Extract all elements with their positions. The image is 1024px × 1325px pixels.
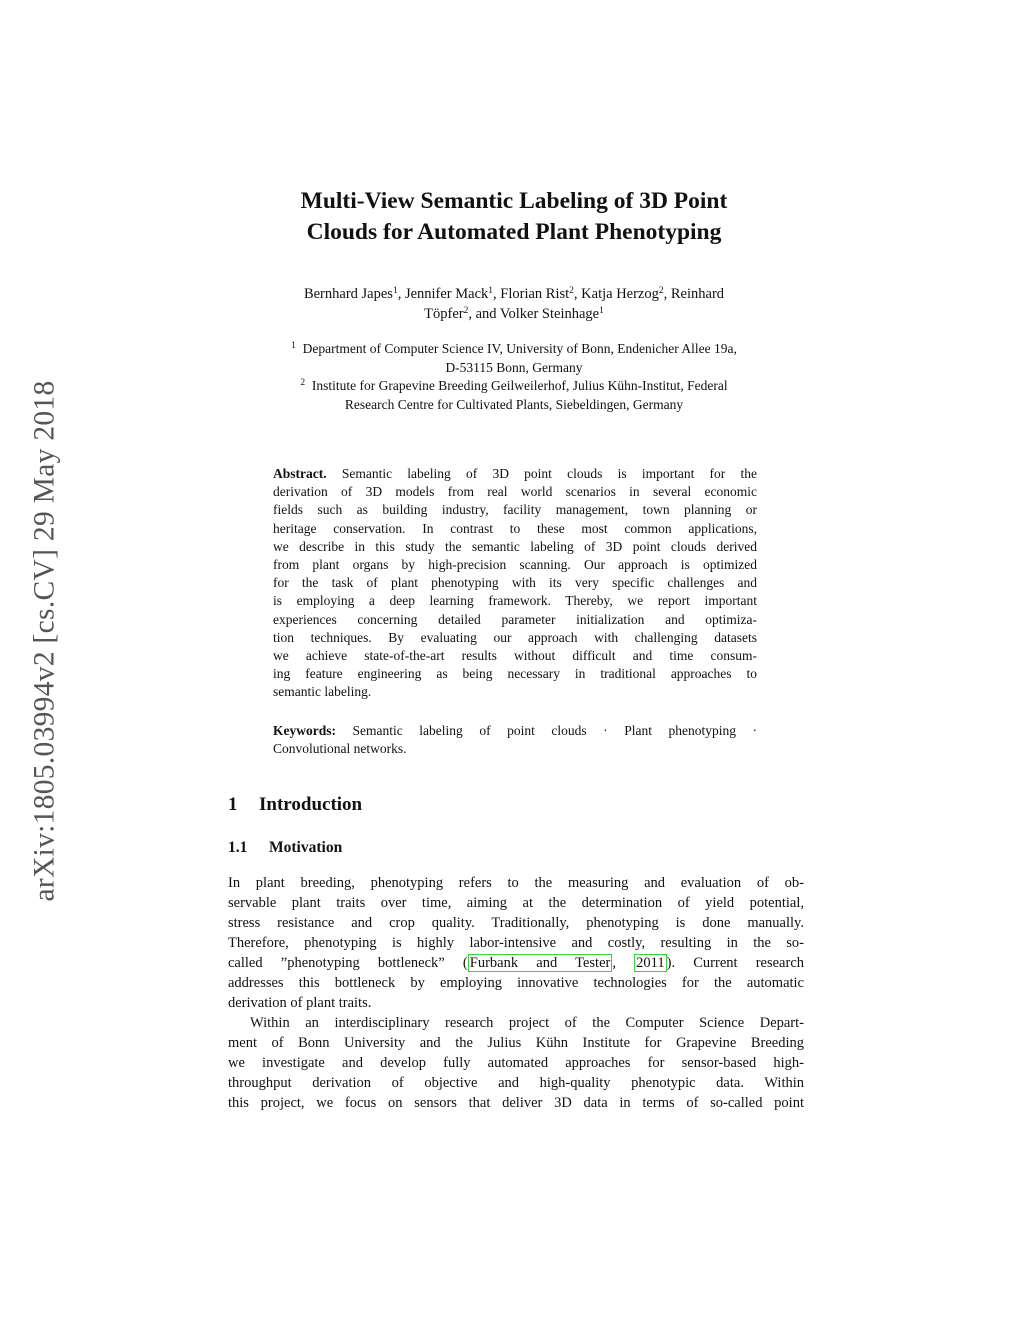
affiliation-text: Institute for Grapevine Breeding Geilweilerhof, Julius Kühn-Institut, Federal — [311, 378, 728, 393]
abstract-line: semantic labeling. — [273, 684, 372, 700]
author-name: Töpfer — [424, 306, 464, 322]
affiliation-line — [200, 340, 828, 359]
author-name: Bernhard Japes — [303, 286, 393, 302]
author-separator: , — [573, 286, 582, 302]
affiliation-mark: 1 — [291, 341, 296, 351]
author-separator: , — [397, 286, 405, 302]
paragraph-line-with-citation — [228, 953, 804, 973]
affiliation-mark: 2 — [300, 378, 306, 388]
paragraph-line: In plant breeding, phenotyping refers to the measuring and evaluation of ob- — [228, 875, 804, 891]
author-name: Katja Herzog — [581, 286, 659, 302]
abstract-line — [273, 465, 757, 483]
keywords-line — [273, 722, 757, 740]
citation-separator: , — [612, 955, 635, 971]
affiliation-mark: 1 — [599, 306, 604, 316]
abstract-line: we describe in this study the semantic labeling of 3D point clouds derived — [273, 538, 757, 554]
abstract-line: derivation of 3D models from real world scenarios in several economic — [273, 484, 757, 500]
abstract-line: tion techniques. By evaluating our approach with challenging datasets — [273, 629, 757, 645]
author-line — [200, 284, 828, 304]
abstract-line: fields such as building industry, facility management, town planning or — [273, 502, 757, 518]
section-number: 1 — [228, 794, 238, 815]
author-separator: , Reinhard — [663, 286, 725, 302]
author-separator: , and — [468, 306, 500, 322]
affiliation-line — [200, 359, 828, 378]
affiliation-mark: 1 — [392, 286, 398, 296]
author-name: Jennifer Mack — [404, 286, 489, 302]
title-line: Clouds for Automated Plant Phenotyping — [306, 219, 722, 245]
abstract-line: heritage conservation. In contrast to these most common applications, — [273, 520, 757, 536]
citation-link-author[interactable]: Furbank and Tester — [469, 955, 611, 971]
abstract-line: for the task of plant phenotyping with its very specific challenges and — [273, 575, 757, 591]
affiliation-mark: 1 — [488, 286, 494, 296]
introduction-body — [228, 873, 804, 1113]
paragraph-text: ). Current research — [666, 955, 804, 971]
abstract-line: is employing a deep learning framework. Thereby, we report important — [273, 593, 757, 609]
abstract-line: ing feature engineering as being necessary in traditional approaches to — [273, 666, 757, 682]
abstract-line: from plant organs by high-precision scanning. Our approach is optimized — [273, 556, 757, 572]
citation-link-year[interactable]: 2011 — [636, 955, 665, 971]
paragraph-line: servable plant traits over time, aiming at the determination of yield potential, — [228, 895, 804, 911]
keywords-label: Keywords: — [273, 723, 336, 738]
paragraph-line: Within an interdisciplinary research project of the Computer Science Depart- — [250, 1015, 804, 1031]
affiliation-line — [200, 377, 828, 396]
paragraph-line: we investigate and develop fully automated approaches for sensor-based high- — [228, 1055, 804, 1071]
keywords-line: Convolutional networks. — [273, 741, 407, 757]
paragraph-line: this project, we focus on sensors that deliver 3D data in terms of so-called point — [228, 1095, 804, 1111]
affiliation-mark: 2 — [463, 306, 469, 316]
abstract-text: Semantic labeling of 3D point clouds is important for the — [326, 466, 757, 481]
section-heading-introduction — [228, 794, 362, 816]
paper-title — [200, 186, 828, 248]
paragraph-line: ment of Bonn University and the Julius Kühn Institute for Grapevine Breeding — [228, 1035, 804, 1051]
paragraph-line: addresses this bottleneck by employing innovative technologies for the automatic — [228, 975, 804, 991]
keywords-text: Semantic labeling of point clouds · Plant phenotyping · — [336, 723, 757, 738]
author-name: Volker Steinhage — [499, 306, 600, 322]
affiliation-mark: 2 — [658, 286, 664, 296]
affiliation-text: Research Centre for Cultivated Plants, Siebeldingen, Germany — [344, 396, 684, 412]
title-line: Multi-View Semantic Labeling of 3D Point — [300, 188, 728, 214]
author-separator: , — [493, 286, 501, 302]
affiliation-line — [200, 396, 828, 415]
section-title: Introduction — [259, 794, 363, 815]
paragraph-line: derivation of plant traits. — [228, 995, 372, 1011]
author-name: Florian Rist — [500, 286, 570, 302]
arxiv-identifier-stamp: arXiv:1805.03994v2 [cs.CV] 29 May 2018 — [28, 380, 61, 902]
subsection-title: Motivation — [269, 839, 343, 856]
keywords — [273, 722, 757, 758]
paragraph-line: throughput derivation of objective and high-quality phenotypic data. Within — [228, 1075, 804, 1091]
paragraph-line: Therefore, phenotyping is highly labor-intensive and costly, resulting in the so- — [228, 935, 804, 951]
affiliations — [200, 340, 828, 414]
abstract — [273, 465, 757, 701]
abstract-line: we achieve state-of-the-art results without difficult and time consum- — [273, 647, 757, 663]
paragraph-line: stress resistance and crop quality. Traditionally, phenotyping is done manually. — [228, 915, 804, 931]
author-line — [200, 304, 828, 324]
paragraph-text: called ”phenotyping bottleneck” ( — [228, 955, 468, 971]
affiliation-text: D-53115 Bonn, Germany — [445, 359, 583, 375]
affiliation-mark: 2 — [569, 286, 574, 296]
author-list — [200, 284, 828, 324]
abstract-line: experiences concerning detailed parameter initialization and optimiza- — [273, 611, 757, 627]
subsection-number: 1.1 — [228, 839, 248, 856]
subsection-heading-motivation — [228, 839, 342, 857]
affiliation-text: Department of Computer Science IV, University of Bonn, Endenicher Allee 19a, — [302, 341, 737, 356]
abstract-label: Abstract. — [273, 466, 327, 481]
